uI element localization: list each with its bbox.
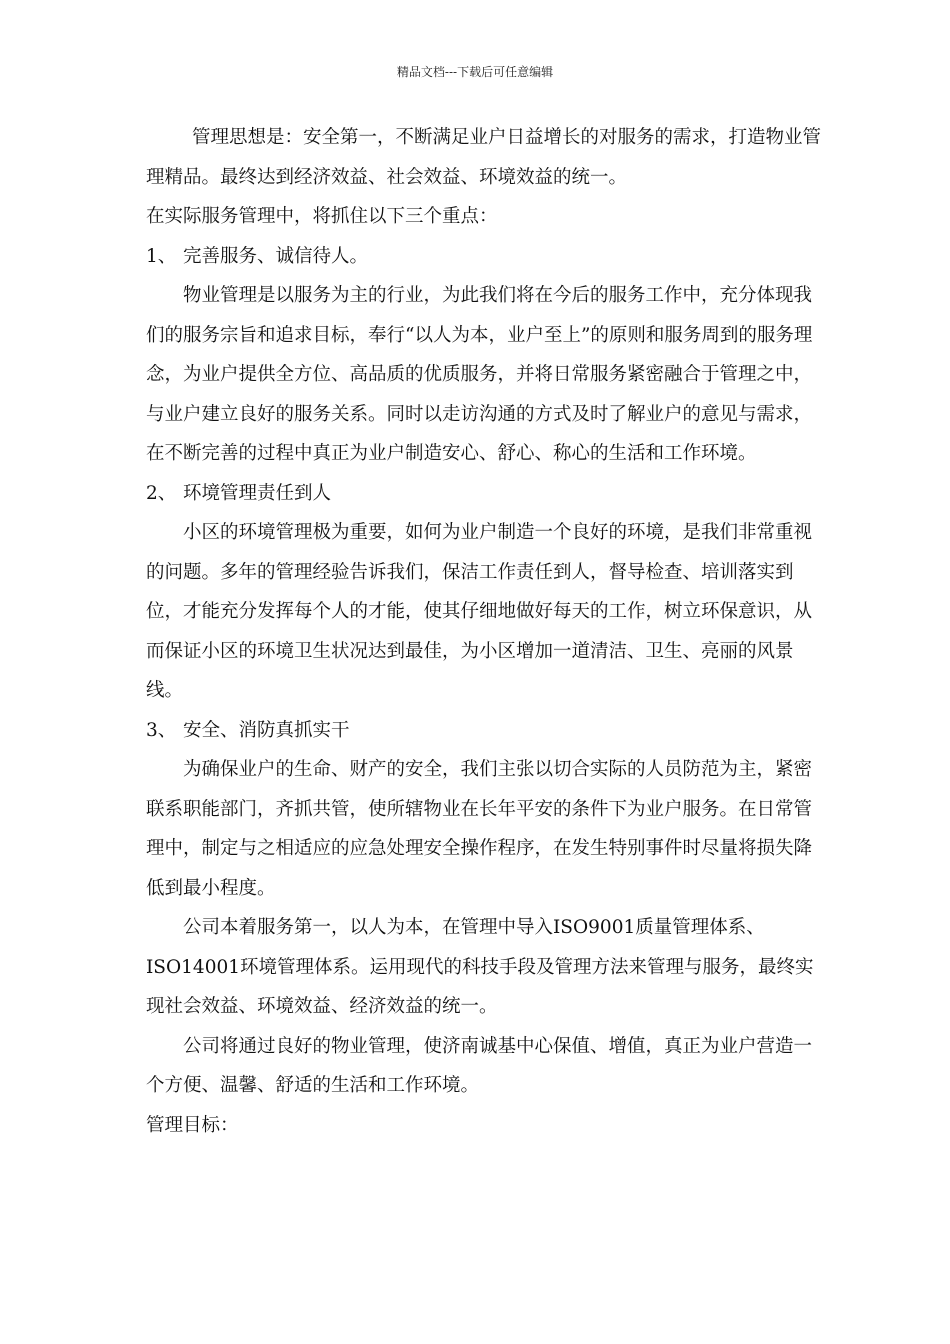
paragraph-environment: 小区的环境管理极为重要，如何为业户制造一个良好的环境，是我们非常重视的问题。多年的管理经验告诉我们，保洁工作责任到人，督导检查、培训落实到位，才能充分发挥每个人的才能，使其仔细地做好每天的工作，树立环保意识，从而保证小区的环境卫生状况达到最佳，为小区增加一道清洁、卫生、亮丽的风景线。 <box>146 522 813 701</box>
paragraph-safety: 为确保业户的生命、财产的安全，我们主张以切合实际的人员防范为主，紧密联系职能部门，齐抓共管，使所辖物业在长年平安的条件下为业户服务。在日常管理中，制定与之相适应的应急处理安全操作程序，在发生特别事件时尽量将损失降低到最小程度。 <box>146 759 813 899</box>
list-item-3 <box>146 711 826 751</box>
paragraph-management-philosophy: 管理思想是：安全第一，不断满足业户日益增长的对服务的需求，打造物业管理精品。最终达到经济效益、社会效益、环境效益的统一。 <box>146 127 822 188</box>
list-item-title: 安全、消防真抓实干 <box>183 719 350 741</box>
paragraph-management-target: 管理目标： <box>146 1114 239 1136</box>
paragraph-company-goal: 公司将通过良好的物业管理，使济南诚基中心保值、增值，真正为业户营造一个方便、温馨、舒适的生活和工作环境。 <box>146 1035 813 1096</box>
document-body <box>146 118 826 1145</box>
list-item-2 <box>146 474 826 514</box>
paragraph-iso-systems: 公司本着服务第一，以人为本，在管理中导入ISO9001质量管理体系、ISO14001环境管理体系。运用现代的科技手段及管理方法来管理与服务，最终实现社会效益、环境效益、经济效益的统一。 <box>146 917 814 1017</box>
paragraph-service: 物业管理是以服务为主的行业，为此我们将在今后的服务工作中，充分体现我们的服务宗旨和追求目标，奉行“以人为本，业户至上”的原则和服务周到的服务理念，为业户提供全方位、高品质的优质服务，并将日常服务紧密融合于管理之中，与业户建立良好的服务关系。同时以走访沟通的方式及时了解业户的意见与需求，在不断完善的过程中真正为业户制造安心、舒心、称心的生活和工作环境。 <box>146 285 813 464</box>
list-item-number: 2、 <box>146 482 177 504</box>
list-item-1 <box>146 237 826 277</box>
page-header: 精品文档---下载后可任意编辑 <box>396 65 554 79</box>
list-item-number: 3、 <box>146 719 177 741</box>
list-item-title: 完善服务、诚信待人。 <box>183 245 369 267</box>
list-item-number: 1、 <box>146 245 177 267</box>
paragraph-three-focus-intro: 在实际服务管理中，将抓住以下三个重点： <box>146 206 498 227</box>
list-item-title: 环境管理责任到人 <box>183 482 332 504</box>
